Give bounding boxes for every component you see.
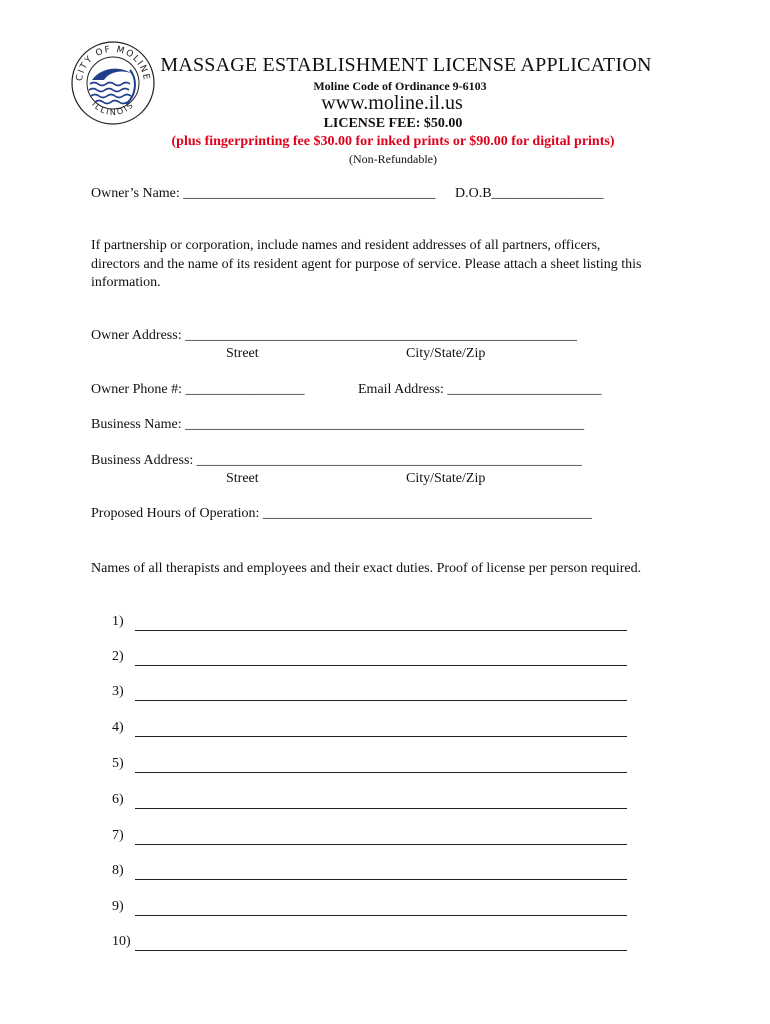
- employee-line[interactable]: [135, 700, 627, 701]
- owner-name-field[interactable]: Owner’s Name: ____________________________________: [91, 186, 436, 201]
- owner-phone-field[interactable]: Owner Phone #: _________________: [91, 382, 305, 397]
- owner-address-city-caption: City/State/Zip: [406, 346, 486, 361]
- therapists-instructions: Names of all therapists and employees and their exact duties. Proof of license per person required.: [91, 561, 642, 576]
- employee-number: 1): [112, 614, 124, 629]
- owner-address-field[interactable]: Owner Address: ________________________________________________________: [91, 328, 578, 343]
- owner-address-street-caption: Street: [226, 346, 259, 361]
- partnership-instructions: If partnership or corporation, include names and resident addresses of all partners, officers, directors and the name of its resident agent for purpose of service. Please attach a sheet listing this information.: [91, 238, 642, 290]
- employee-line[interactable]: [135, 772, 627, 773]
- business-address-city-caption: City/State/Zip: [406, 471, 486, 486]
- employee-line[interactable]: [135, 844, 627, 845]
- employee-number: 8): [112, 863, 124, 878]
- employee-number: 7): [112, 828, 124, 843]
- seal-text-top: CITY OF MOLINE: [74, 44, 152, 82]
- employee-line[interactable]: [135, 630, 627, 631]
- employee-line[interactable]: [135, 915, 627, 916]
- employee-line[interactable]: [135, 950, 627, 951]
- employee-number: 2): [112, 649, 124, 664]
- website-link[interactable]: www.moline.il.us: [321, 92, 463, 114]
- hours-of-operation-field[interactable]: Proposed Hours of Operation: _______________________________________________: [91, 506, 592, 521]
- fingerprint-fee-note: (plus fingerprinting fee $30.00 for inked prints or $90.00 for digital prints): [171, 134, 615, 149]
- employee-number: 10): [112, 934, 131, 949]
- form-title: MASSAGE ESTABLISHMENT LICENSE APPLICATION: [160, 54, 652, 76]
- employee-number: 6): [112, 792, 124, 807]
- employee-line[interactable]: [135, 665, 627, 666]
- non-refundable-note: (Non-Refundable): [349, 152, 437, 166]
- business-address-street-caption: Street: [226, 471, 259, 486]
- license-fee: LICENSE FEE: $50.00: [323, 116, 463, 131]
- employee-line[interactable]: [135, 808, 627, 809]
- employee-number: 5): [112, 756, 124, 771]
- employee-number: 9): [112, 899, 124, 914]
- employee-number: 4): [112, 720, 124, 735]
- employee-number: 3): [112, 684, 124, 699]
- employee-line[interactable]: [135, 879, 627, 880]
- dob-field[interactable]: D.O.B________________: [455, 186, 604, 201]
- business-name-field[interactable]: Business Name: _________________________________________________________: [91, 417, 585, 432]
- business-address-field[interactable]: Business Address: _______________________________________________________: [91, 453, 582, 468]
- employee-line[interactable]: [135, 736, 627, 737]
- ordinance-reference: Moline Code of Ordinance 9-6103: [313, 79, 487, 93]
- seal-text-bottom: ILLINOIS: [90, 99, 137, 118]
- email-address-field[interactable]: Email Address: ______________________: [358, 382, 602, 397]
